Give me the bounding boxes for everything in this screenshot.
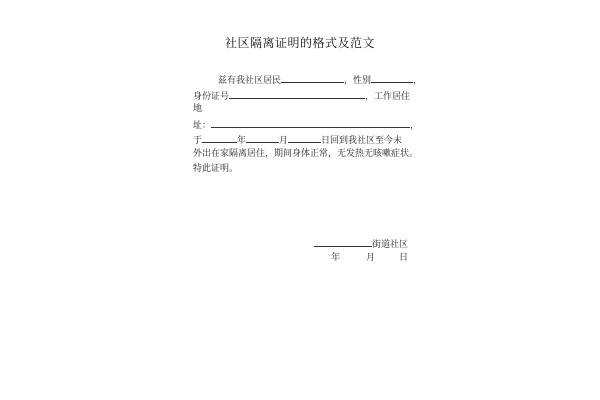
body-line-address bbox=[193, 118, 419, 132]
work-residence-label: ，工作居住 bbox=[365, 92, 411, 102]
year-label: 年 bbox=[237, 136, 247, 146]
body-line-id bbox=[193, 89, 410, 103]
date-prefix: 于 bbox=[193, 136, 203, 146]
id-number-label: 身份证号 bbox=[193, 92, 230, 102]
line4-comma: ， bbox=[410, 121, 420, 131]
address-label-part1: 地 bbox=[193, 104, 203, 114]
body-line-address-start bbox=[193, 103, 202, 115]
signature-org: 街道社区 bbox=[372, 240, 409, 250]
address-blank bbox=[211, 118, 410, 128]
month-blank bbox=[246, 133, 279, 143]
day-return-text: 日回到我社区至今未 bbox=[321, 136, 403, 146]
line1-comma: ， bbox=[413, 76, 423, 86]
body-line-date bbox=[193, 133, 402, 147]
street-blank bbox=[314, 237, 372, 247]
body-line-isolation: 外出在家隔离居住，期间身体正常，无发热无咳嗽症状。 bbox=[193, 149, 419, 159]
gender-label: ，性别 bbox=[344, 76, 372, 86]
resident-label: 兹有我社区居民 bbox=[218, 76, 282, 86]
body-line-resident bbox=[218, 73, 422, 87]
signature-date-day: 日 bbox=[399, 253, 409, 263]
id-number-blank bbox=[229, 89, 365, 99]
gender-blank bbox=[371, 73, 413, 83]
document-title: 社区隔离证明的格式及范文 bbox=[224, 36, 375, 50]
resident-name-blank bbox=[281, 73, 344, 83]
signature-date-month: 月 bbox=[366, 253, 376, 263]
address-label-part2: 址： bbox=[193, 121, 212, 131]
body-line-certify: 特此证明。 bbox=[193, 164, 239, 174]
signature-date-year: 年 bbox=[331, 253, 341, 263]
signature-org-line bbox=[314, 237, 408, 251]
month-label: 月 bbox=[279, 136, 289, 146]
year-blank bbox=[202, 133, 237, 143]
day-blank bbox=[288, 133, 321, 143]
